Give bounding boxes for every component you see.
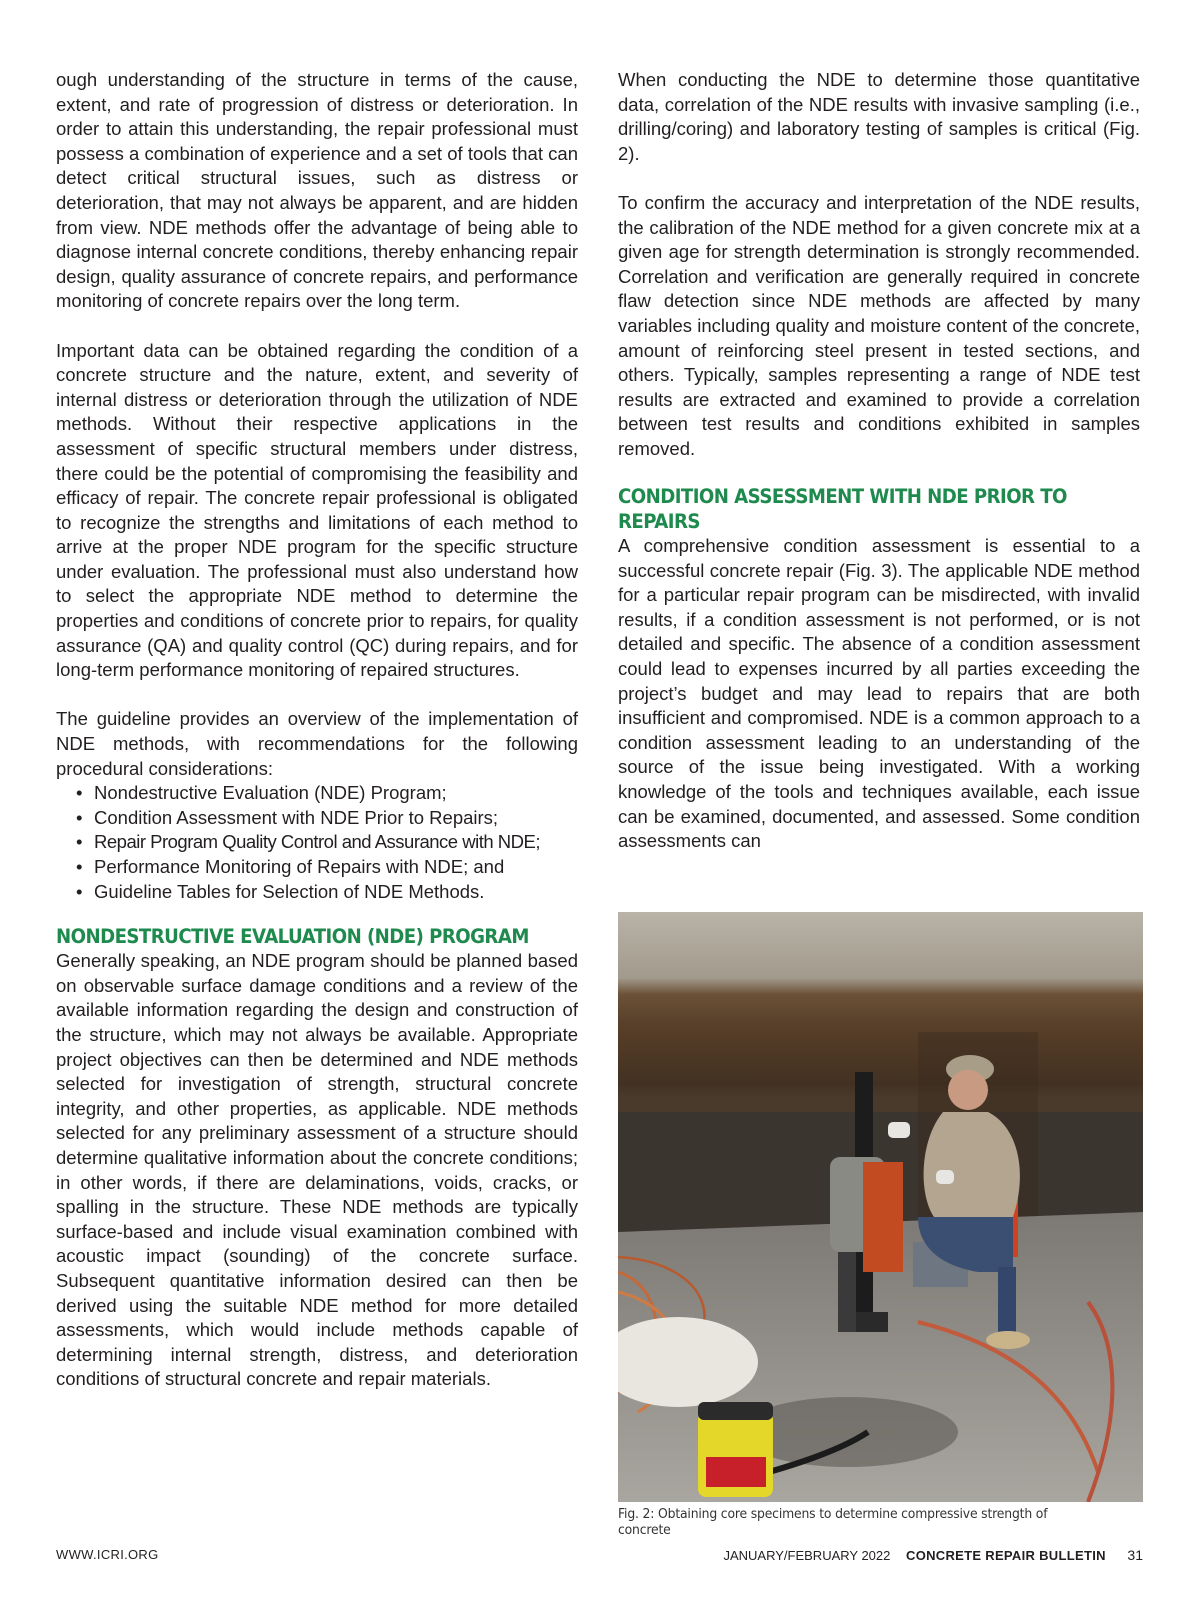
body-paragraph: A comprehensive condition assessment is essential to a successful concrete repair (Fig. 3). The applicable NDE method for a particular repair program can be misdirected, with invalid results, if a condition assessment is not performed, or is not detailed and specific. The absence of a condition assessment could lead to expenses incurred by all parties exceeding the project’s budget and may lead to repairs that are both insufficient and compromised. NDE is a common approach to a condition assessment leading to an understanding of the source of the issue being investigated. With a working knowledge of the tools and techniques available, each issue can be examined, documented, and assessed. Some condition assessments can bbox=[618, 535, 1140, 852]
section-heading-nde-program: NONDESTRUCTIVE EVALUATION (NDE) PROGRAM bbox=[56, 925, 529, 949]
list-item: • Performance Monitoring of Repairs with NDE; and bbox=[76, 855, 578, 880]
procedural-considerations-list bbox=[56, 781, 578, 904]
list-item: • Repair Program Quality Control and Assurance with NDE; bbox=[76, 830, 578, 855]
body-paragraph: When conducting the NDE to determine those quantitative data, correlation of the NDE results with invasive sampling (i.e., drilling/coring) and laboratory testing of samples is critical (Fig. 2). bbox=[618, 69, 1140, 164]
figure-caption: Fig. 2: Obtaining core specimens to determine compressive strength of concrete bbox=[618, 1506, 1048, 1538]
body-paragraph: ough understanding of the structure in terms of the cause, extent, and rate of progression of distress or deterioration. In order to attain this understanding, the repair professional must possess a combination of experience and a set of tools that can detect critical structural issues, such as distress or deterioration, that may not always be apparent, and are hidden from view. NDE methods offer the advantage of being able to diagnose internal concrete conditions, thereby enhancing repair design, quality assurance of concrete repairs, and performance monitoring of concrete repairs over the long term. bbox=[56, 69, 578, 312]
footer-issue-date: JANUARY/FEBRUARY 2022 bbox=[723, 1548, 891, 1563]
core-drilling-photo bbox=[618, 912, 1143, 1502]
list-item: • Guideline Tables for Selection of NDE Methods. bbox=[76, 880, 578, 905]
page-number: 31 bbox=[1127, 1547, 1143, 1563]
body-paragraph: Important data can be obtained regarding the condition of a concrete structure and the nature, extent, and severity of internal distress or deterioration through the utilization of NDE methods. Without their respective applications in the assessment of specific structural members under distress, there could be the potential of compromising the feasibility and efficacy of repair. The concrete repair professional is obligated to recognize the strengths and limitations of each method to arrive at the proper NDE program for the specific structure under evaluation. The professional must also understand how to select the appropriate NDE method to determine the properties and conditions of concrete prior to repairs, for quality assurance (QA) and quality control (QC) during repairs, and for long-term performance monitoring of repaired structures. bbox=[56, 339, 578, 681]
section-heading-condition-assessment: CONDITION ASSESSMENT WITH NDE PRIOR TO REPAIRS bbox=[618, 485, 1067, 534]
photo-illustration bbox=[618, 912, 1143, 1502]
body-paragraph: The guideline provides an overview of the implementation of NDE methods, with recommendations for the following procedural considerations: bbox=[56, 708, 578, 779]
body-paragraph: To confirm the accuracy and interpretation of the NDE results, the calibration of the NDE method for a given concrete mix at a given age for strength determination is strongly recommended. Correlation and verification are generally required in concrete flaw detection since NDE methods are affected by many variables including quality and moisture content of the concrete, amount of reinforcing steel present in tested sections, and others. Typically, samples representing a range of NDE test results are extracted and examined to provide a correlation between test results and conditions exhibited in samples removed. bbox=[618, 191, 1140, 459]
right-column bbox=[618, 68, 1140, 878]
list-item: • Nondestructive Evaluation (NDE) Program; bbox=[76, 781, 578, 806]
footer-publication: CONCRETE REPAIR BULLETIN bbox=[906, 1548, 1106, 1563]
footer-website: WWW.ICRI.ORG bbox=[56, 1547, 159, 1562]
body-paragraph: Generally speaking, an NDE program should be planned based on observable surface damage conditions and a review of the available information regarding the design and construction of the structure, which may not always be available. Appropriate project objectives can then be determined and NDE methods selected for investigation of strength, structural concrete integrity, and other properties, as applicable. NDE methods selected for any preliminary assessment of a structure should determine qualitative information about the concrete conditions; in other words, if there are delaminations, voids, cracks, or spalling in the structure. These NDE methods are typically surface-based and include visual examination combined with acoustic impact (sounding) of the concrete surface. Subsequent quantitative information desired can then be derived using the suitable NDE method for more detailed assessments, which would include methods capable of determining internal strength, distress, and deterioration conditions of structural concrete and repair materials. bbox=[56, 950, 578, 1390]
list-item: • Condition Assessment with NDE Prior to Repairs; bbox=[76, 806, 578, 831]
footer-right bbox=[723, 1547, 1143, 1563]
left-column bbox=[56, 68, 578, 1416]
